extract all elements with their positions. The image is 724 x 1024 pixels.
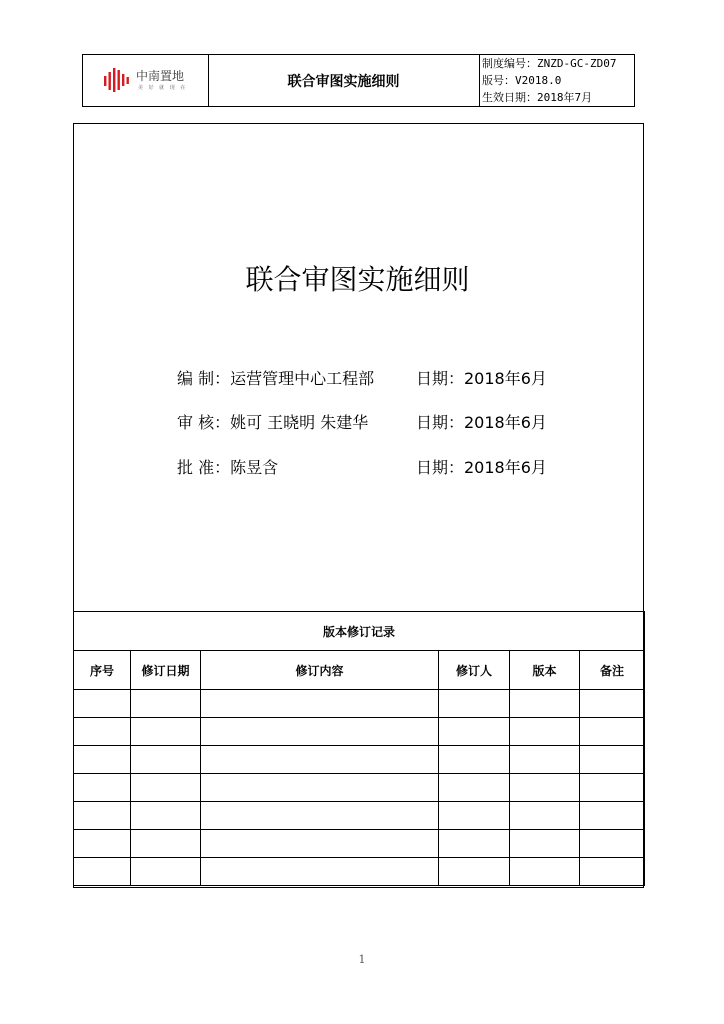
- table-cell: [510, 858, 580, 886]
- table-cell: [580, 802, 645, 830]
- table-cell: [510, 690, 580, 718]
- table-cell: [201, 690, 439, 718]
- table-cell: [131, 718, 201, 746]
- table-cell: [74, 802, 131, 830]
- table-cell: [74, 746, 131, 774]
- table-cell: [131, 802, 201, 830]
- table-row: [74, 802, 645, 830]
- table-cell: [510, 746, 580, 774]
- table-cell: [580, 858, 645, 886]
- table-cell: [74, 774, 131, 802]
- table-row: [74, 858, 645, 886]
- table-cell: [580, 746, 645, 774]
- table-cell: [580, 718, 645, 746]
- table-cell: [131, 774, 201, 802]
- table-row: [74, 774, 645, 802]
- effective-date: 生效日期：2018年7月: [482, 91, 593, 104]
- table-cell: [439, 774, 510, 802]
- signature-date-compile: 日期：2018年6月: [416, 369, 547, 388]
- table-cell: [580, 690, 645, 718]
- table-row: [74, 690, 645, 718]
- table-cell: [510, 802, 580, 830]
- table-cell: [131, 830, 201, 858]
- table-cell: [131, 690, 201, 718]
- table-cell: [439, 746, 510, 774]
- logo-text: 中南置地: [136, 69, 185, 83]
- version: 版号：V2018.0: [482, 74, 562, 87]
- page-number: 1: [358, 953, 366, 966]
- document-header: [82, 54, 635, 107]
- signature-date-review: 日期：2018年6月: [416, 413, 547, 432]
- table-cell: [74, 718, 131, 746]
- table-cell: [74, 858, 131, 886]
- table-cell: [74, 830, 131, 858]
- column-header: 版本: [510, 651, 580, 690]
- column-header: 备注: [580, 651, 645, 690]
- table-cell: [201, 718, 439, 746]
- table-cell: [510, 774, 580, 802]
- signature-label-review: 审 核：姚可 王晓明 朱建华: [177, 413, 369, 432]
- signature-label-compile: 编 制：运营管理中心工程部: [177, 369, 375, 388]
- column-header: 修订人: [439, 651, 510, 690]
- logo-icon: [104, 68, 130, 92]
- table-cell: [510, 718, 580, 746]
- table-cell: [131, 858, 201, 886]
- column-header: 修订日期: [131, 651, 201, 690]
- table-row: [74, 830, 645, 858]
- table-cell: [201, 774, 439, 802]
- table-cell: [201, 746, 439, 774]
- header-title: 联合审图实施细则: [208, 55, 480, 106]
- column-header: 序号: [74, 651, 131, 690]
- doc-number: 制度编号：ZNZD-GC-ZD07: [482, 57, 617, 70]
- revision-table-caption: 版本修订记录: [74, 612, 645, 651]
- table-cell: [439, 830, 510, 858]
- table-cell: [439, 690, 510, 718]
- table-cell: [510, 830, 580, 858]
- header-meta: [480, 55, 638, 106]
- table-row: [74, 718, 645, 746]
- table-cell: [439, 718, 510, 746]
- signature-label-approve: 批 准：陈昱含: [177, 458, 279, 477]
- table-cell: [201, 858, 439, 886]
- logo-cell: [83, 55, 209, 106]
- table-cell: [201, 830, 439, 858]
- table-row: [74, 746, 645, 774]
- column-header: 修订内容: [201, 651, 439, 690]
- table-cell: [131, 746, 201, 774]
- table-cell: [439, 802, 510, 830]
- logo-subtext: 美 好 就 现 在: [138, 85, 188, 91]
- page-title: 联合审图实施细则: [245, 263, 470, 296]
- table-cell: [580, 830, 645, 858]
- table-cell: [201, 802, 439, 830]
- table-cell: [580, 774, 645, 802]
- revision-table: [73, 611, 645, 886]
- signature-date-approve: 日期：2018年6月: [416, 458, 547, 477]
- table-cell: [74, 690, 131, 718]
- table-cell: [439, 858, 510, 886]
